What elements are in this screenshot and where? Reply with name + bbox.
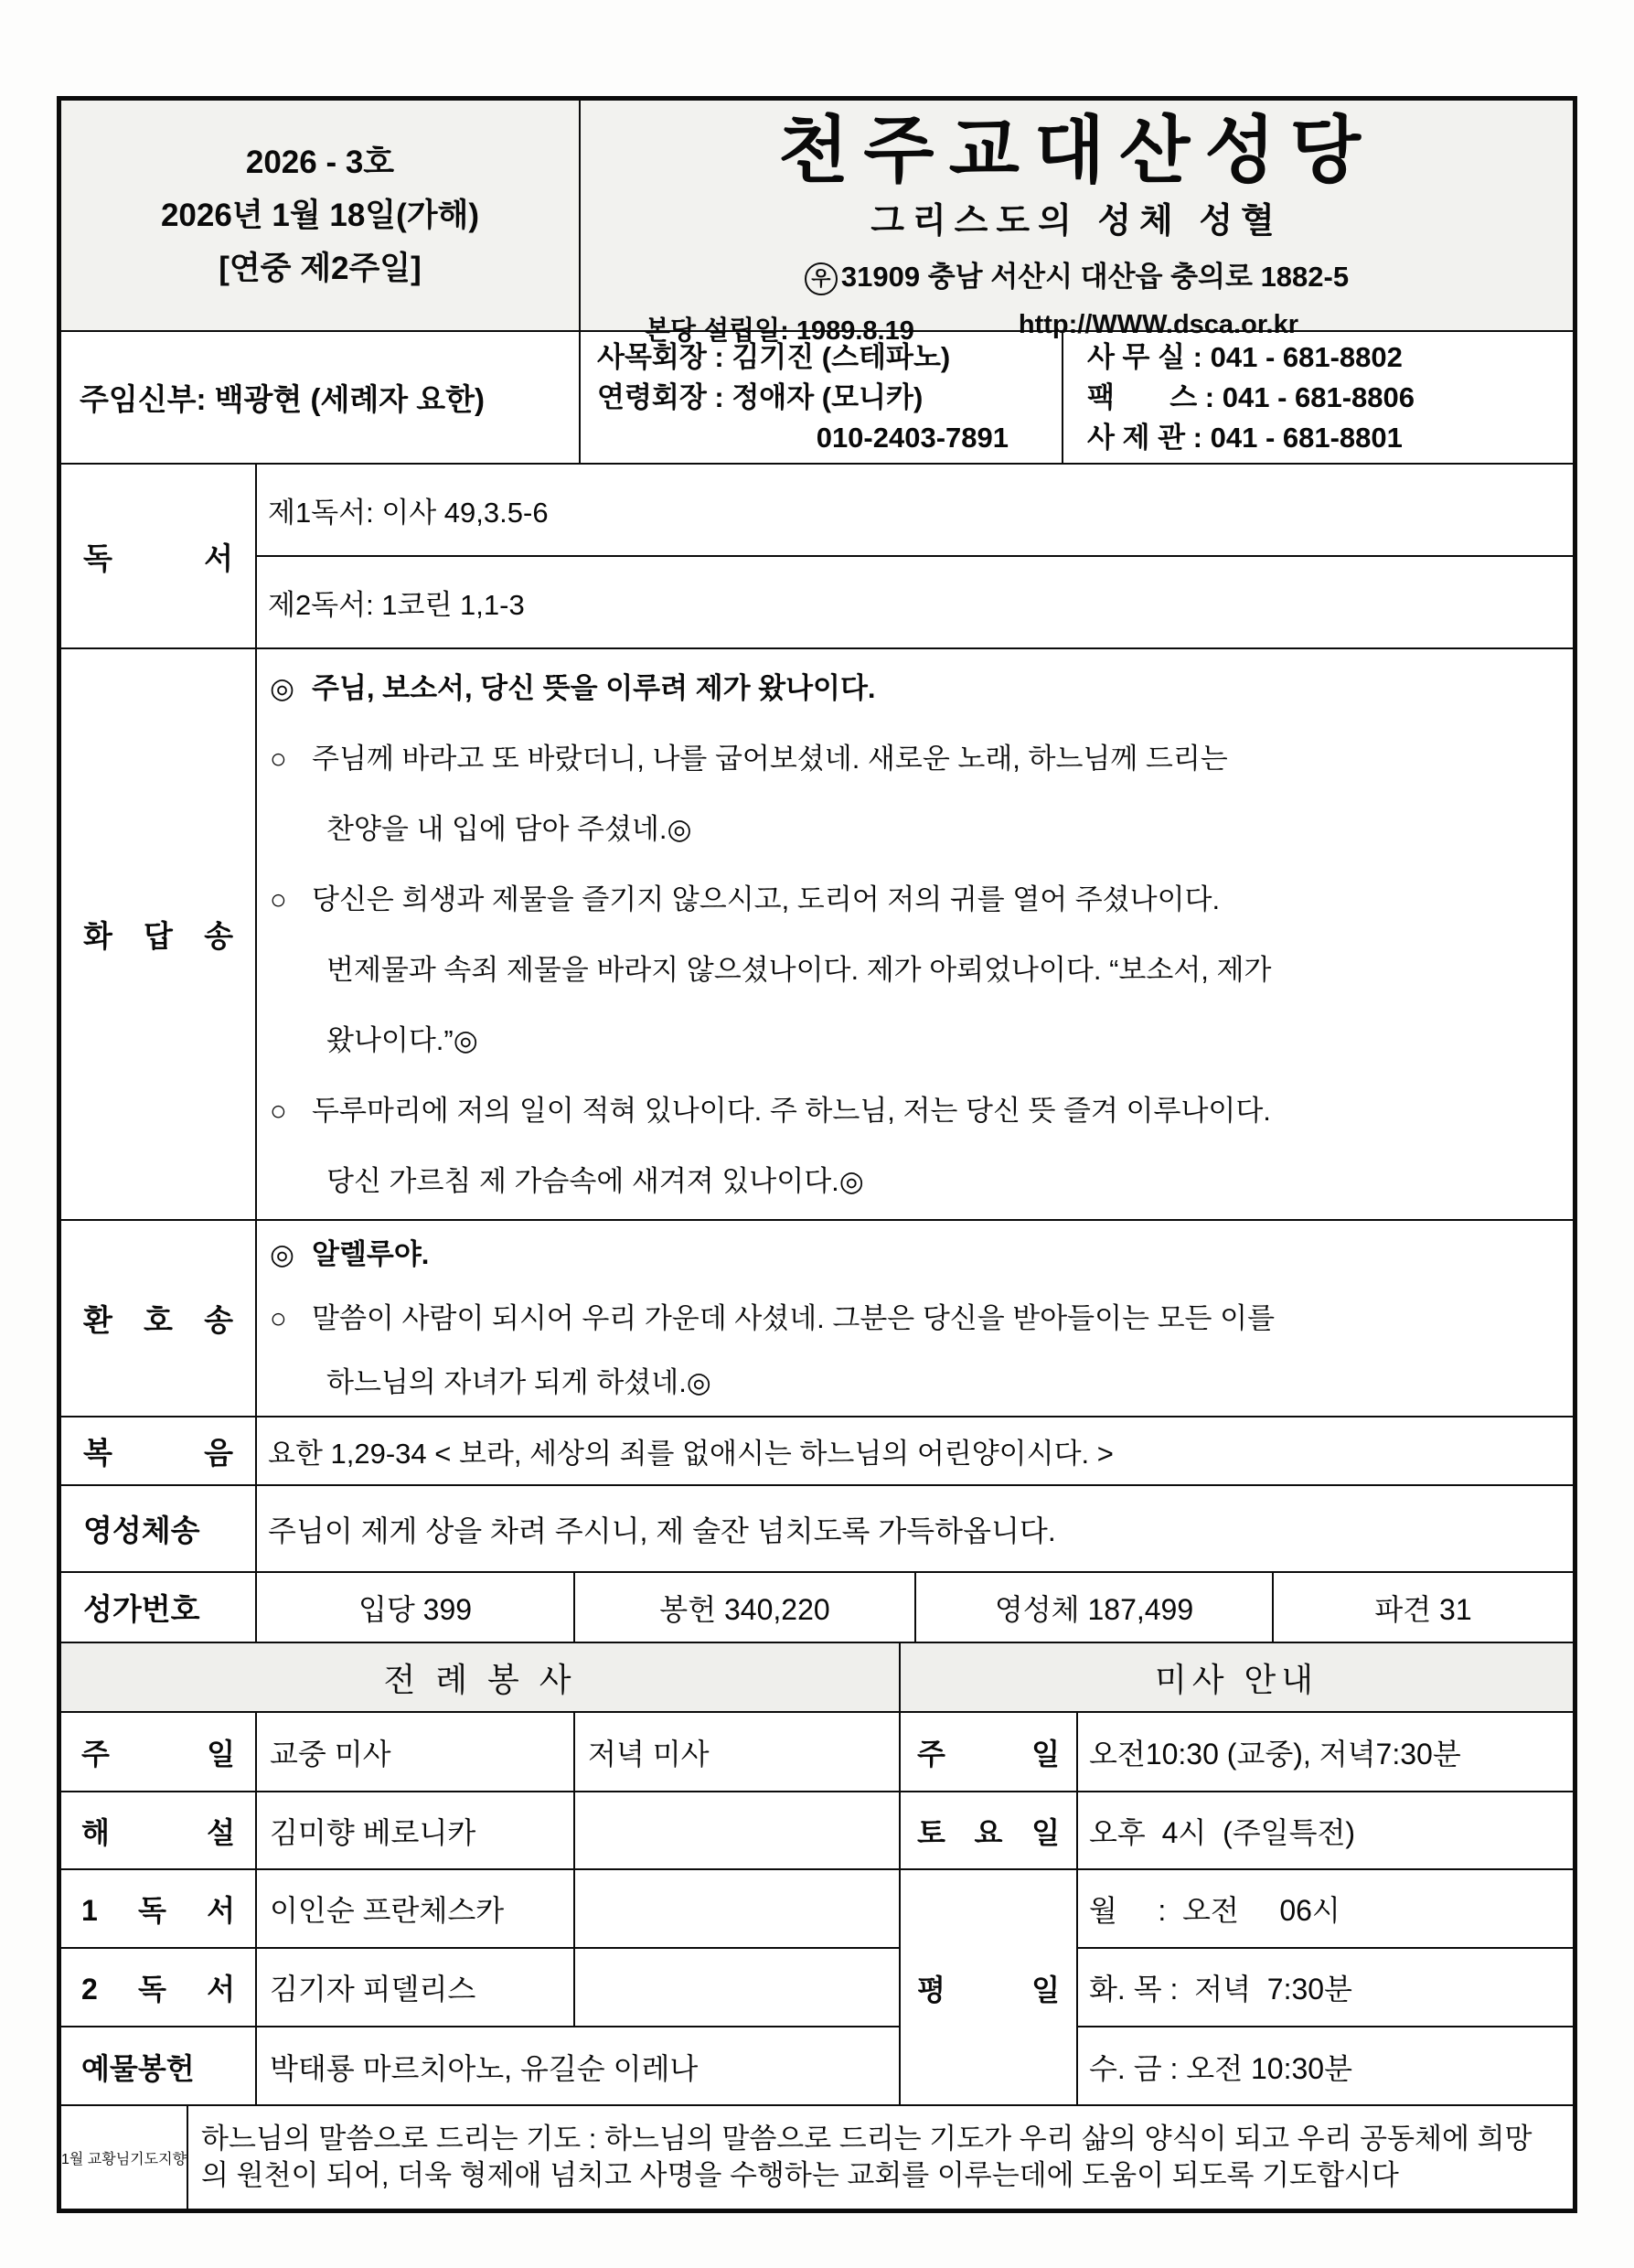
acclamation-line <box>257 1223 1573 1287</box>
intention-text-body: 하느님의 말씀으로 드리는 기도 : 하느님의 말씀으로 드리는 기도가 우리 삶의 양식이 되고 우리 공동체에 희망의 원천이 되어, 더욱 형제애 넘치고 사명을 수행하는 교회를 이루는데에 도움이 되도록 기도합시다 <box>201 2123 1533 2191</box>
refrain-marker: ◎ <box>270 1237 295 1270</box>
acclamation-label-text: 환 호 송 <box>83 1303 233 1337</box>
intention-label <box>61 2106 188 2209</box>
roster-label <box>61 1949 257 2026</box>
intention-label-line2: 기도지향 <box>130 2151 187 2167</box>
roster-row-offering <box>61 2027 899 2106</box>
roster-label-text: 1 독 서 <box>81 1894 235 1927</box>
mass-row-wed-fri <box>1078 2027 1573 2106</box>
weekday-label <box>901 1870 1078 2106</box>
issue-date: 2026년 1월 18일(가해) <box>160 197 480 233</box>
gospel-reference: 요한 1,29-34 < 보라, 세상의 죄를 없애시는 하느님의 어린양이시다. > <box>268 1438 1114 1470</box>
psalm-line <box>257 935 1573 1005</box>
church-title: 천주교대산성당 <box>778 110 1375 191</box>
psalm-line-text: 주님께 바라고 또 바랐더니, 나를 굽어보셨네. 새로운 노래, 하느님께 드리는 <box>312 742 1228 775</box>
postal-mark-icon: 우 <box>805 262 838 295</box>
psalm-line <box>257 864 1573 935</box>
roster-label-text: 주 일 <box>81 1737 235 1771</box>
website-url: http://WWW.dsca.or.kr <box>1018 309 1298 339</box>
acclamation-row <box>61 1221 1573 1418</box>
psalm-line <box>257 653 1573 723</box>
mass-day-label <box>901 1713 1078 1791</box>
roster-label-text: 해 설 <box>81 1815 235 1849</box>
address-text: 31909 충남 서산시 대산읍 충의로 1882-5 <box>840 261 1350 293</box>
mass-saturday-times: 오후 4시 (주일특전) <box>1089 1815 1356 1849</box>
psalm-label <box>61 649 257 1219</box>
intention-row <box>61 2106 1573 2209</box>
roster-label <box>61 1713 257 1791</box>
liturgy-service-header: 전 례 봉 사 <box>61 1643 901 1711</box>
mass-row-saturday <box>901 1792 1573 1870</box>
gospel-row <box>61 1418 1573 1486</box>
roster-row-commentator <box>61 1792 899 1870</box>
psalm-line-text: 왔나이다.”◎ <box>326 1023 478 1056</box>
psalm-line-text: 두루마리에 저의 일이 적혀 있나이다. 주 하느님, 저는 당신 뜻 즐겨 이루나이다. <box>312 1094 1271 1127</box>
mass-day-label <box>901 1792 1078 1868</box>
psalm-line <box>257 794 1573 864</box>
phone-cell <box>1063 332 1573 463</box>
mass-wed-fri-time: 수. 금 : 오전 10:30분 <box>1089 2052 1352 2085</box>
roster-label-text: 예물봉헌 <box>81 2052 195 2085</box>
mass-sunday-times: 오전10:30 (교중), 저녁7:30분 <box>1089 1737 1461 1771</box>
acclamation-line-text: 말씀이 사람이 되시어 우리 가운데 사셨네. 그분은 당신을 받아들이는 모든 이를 <box>312 1301 1276 1334</box>
communion-song-label <box>61 1486 257 1571</box>
readings-row <box>61 465 1573 649</box>
communion-hymn: 영성체 187,499 <box>916 1573 1274 1642</box>
second-reading: 제2독서: 1코린 1,1-3 <box>268 589 525 621</box>
psalm-row <box>61 649 1573 1221</box>
psalm-label-text: 화 답 송 <box>83 919 233 953</box>
founded-date: 본당 설립일: 1989.8.19 <box>645 316 914 346</box>
roster-name: 김기자 피델리스 <box>257 1949 575 2026</box>
mass-monday-time: 월 : 오전 06시 <box>1089 1894 1340 1927</box>
communion-song-row <box>61 1486 1573 1573</box>
fax-number: 팩 스 : 041 - 681-8806 <box>1087 380 1415 413</box>
elder-chair: 연령회장 : 정애자 (모니카) <box>597 380 924 413</box>
verse-marker: ○ <box>270 1301 287 1334</box>
verse-marker: ○ <box>270 742 287 775</box>
communion-song-text: 주님이 제게 상을 차려 주시니, 제 술잔 넘치도록 가득하옵니다. <box>268 1514 1056 1547</box>
acclamation-verses <box>257 1221 1573 1416</box>
psalm-line <box>257 1075 1573 1146</box>
office-phone: 사 무 실 : 041 - 681-8802 <box>1087 340 1403 373</box>
roster-name-evening <box>575 1792 899 1868</box>
roster-row-sunday <box>61 1713 899 1792</box>
weekday-times <box>1078 1870 1573 2106</box>
roster-row-first-reader <box>61 1870 899 1949</box>
acclamation-label <box>61 1221 257 1416</box>
feast-subtitle: 그리스도의 성체 성혈 <box>870 202 1283 241</box>
weekday-label-text: 평 일 <box>917 1974 1060 2006</box>
roster-name: 김미향 베로니카 <box>257 1792 575 1868</box>
intention-text <box>188 2106 1573 2209</box>
mass-day-label-text: 토 요 일 <box>917 1815 1060 1849</box>
gospel-label-text: 복 음 <box>83 1436 233 1470</box>
issue-number: 2026 - 3호 <box>245 144 395 180</box>
roster-label <box>61 1870 257 1947</box>
roster-name-evening <box>575 1949 899 2026</box>
contacts-row <box>61 332 1573 465</box>
roster-label-text: 2 독 서 <box>81 1973 235 2006</box>
psalm-line-text: 번제물과 속죄 제물을 바라지 않으셨나이다. 제가 아뢰었나이다. “보소서, 제가 <box>326 953 1272 986</box>
acclamation-line <box>257 1287 1573 1351</box>
refrain-marker: ◎ <box>270 671 295 704</box>
acclamation-line <box>257 1351 1573 1415</box>
masthead <box>581 101 1573 346</box>
hymn-numbers-label-text: 성가번호 <box>83 1592 200 1626</box>
psalm-line-text: 당신은 희생과 제물을 즐기지 않으시고, 도리어 저의 귀를 열어 주셨나이다. <box>312 883 1221 915</box>
psalm-line <box>257 1005 1573 1075</box>
mass-schedule <box>901 1713 1573 2104</box>
psalm-line-text: 주님, 보소서, 당신 뜻을 이루려 제가 왔나이다. <box>312 671 876 704</box>
roster-offering-names: 박태룡 마르치아노, 유길순 이레나 <box>270 2052 699 2085</box>
intention-label-line1: 1월 교황님 <box>61 2151 131 2167</box>
mass-row-tue-thu <box>1078 1949 1573 2027</box>
bulletin-table <box>57 96 1577 2213</box>
roster-label <box>61 2027 257 2106</box>
hymn-numbers-label <box>61 1573 257 1642</box>
roster-label <box>61 1792 257 1868</box>
readings-list <box>257 465 1573 647</box>
mission-hymn: 파견 31 <box>1374 1592 1472 1626</box>
roster-main-mass: 교중 미사 <box>257 1713 575 1791</box>
hymn-numbers-row <box>61 1573 1573 1643</box>
readings-label-text: 독 서 <box>83 540 233 575</box>
issue-week: [연중 제2주일] <box>219 250 422 286</box>
psalm-line <box>257 1146 1573 1216</box>
communion-song-label-text: 영성체송 <box>83 1514 200 1547</box>
council-chair: 사목회장 : 김기진 (스테파노) <box>597 340 951 373</box>
council-cell <box>581 332 1063 463</box>
readings-label <box>61 465 257 647</box>
psalm-line-text: 당신 가르침 제 가슴속에 새겨져 있나이다.◎ <box>326 1164 864 1197</box>
issue-box <box>61 101 581 330</box>
verse-marker: ○ <box>270 883 287 915</box>
masthead-row <box>61 101 1573 346</box>
mass-row-monday <box>1078 1870 1573 1949</box>
offertory-hymn: 봉헌 340,220 <box>575 1573 916 1642</box>
psalm-line-text: 찬양을 내 입에 담아 주셨네.◎ <box>326 812 692 845</box>
mass-guide-header: 미사 안내 <box>1154 1660 1319 1698</box>
verse-marker: ○ <box>270 1094 287 1127</box>
roster-name-evening <box>575 1870 899 1947</box>
mass-weekday-block <box>901 1870 1573 2106</box>
roster-evening-mass: 저녁 미사 <box>588 1737 710 1771</box>
acclamation-line-text: 알렐루야. <box>312 1237 430 1270</box>
mass-tue-thu-time: 화. 목 : 저녁 7:30분 <box>1089 1973 1352 2006</box>
roster-schedule-block <box>61 1713 1573 2106</box>
pastor-cell: 주임신부: 백광현 (세례자 요한) <box>61 332 581 463</box>
liturgy-roster <box>61 1713 901 2104</box>
rectory-phone: 사 제 관 : 041 - 681-8801 <box>1087 421 1403 454</box>
psalm-verses <box>257 649 1573 1219</box>
acclamation-line-text: 하느님의 자녀가 되게 하셨네.◎ <box>326 1365 711 1398</box>
gospel-label <box>61 1418 257 1484</box>
council-phone: 010-2403-7891 <box>816 421 1009 454</box>
entrance-hymn: 입당 399 <box>257 1573 575 1642</box>
section-header-row <box>61 1643 1573 1713</box>
roster-row-second-reader <box>61 1949 899 2027</box>
mass-row-sunday <box>901 1713 1573 1792</box>
roster-name: 이인순 프란체스카 <box>257 1870 575 1947</box>
psalm-line <box>257 723 1573 794</box>
mass-day-label-text: 주 일 <box>917 1737 1060 1771</box>
church-address <box>581 253 1573 295</box>
first-reading: 제1독서: 이사 49,3.5-6 <box>257 465 1573 557</box>
